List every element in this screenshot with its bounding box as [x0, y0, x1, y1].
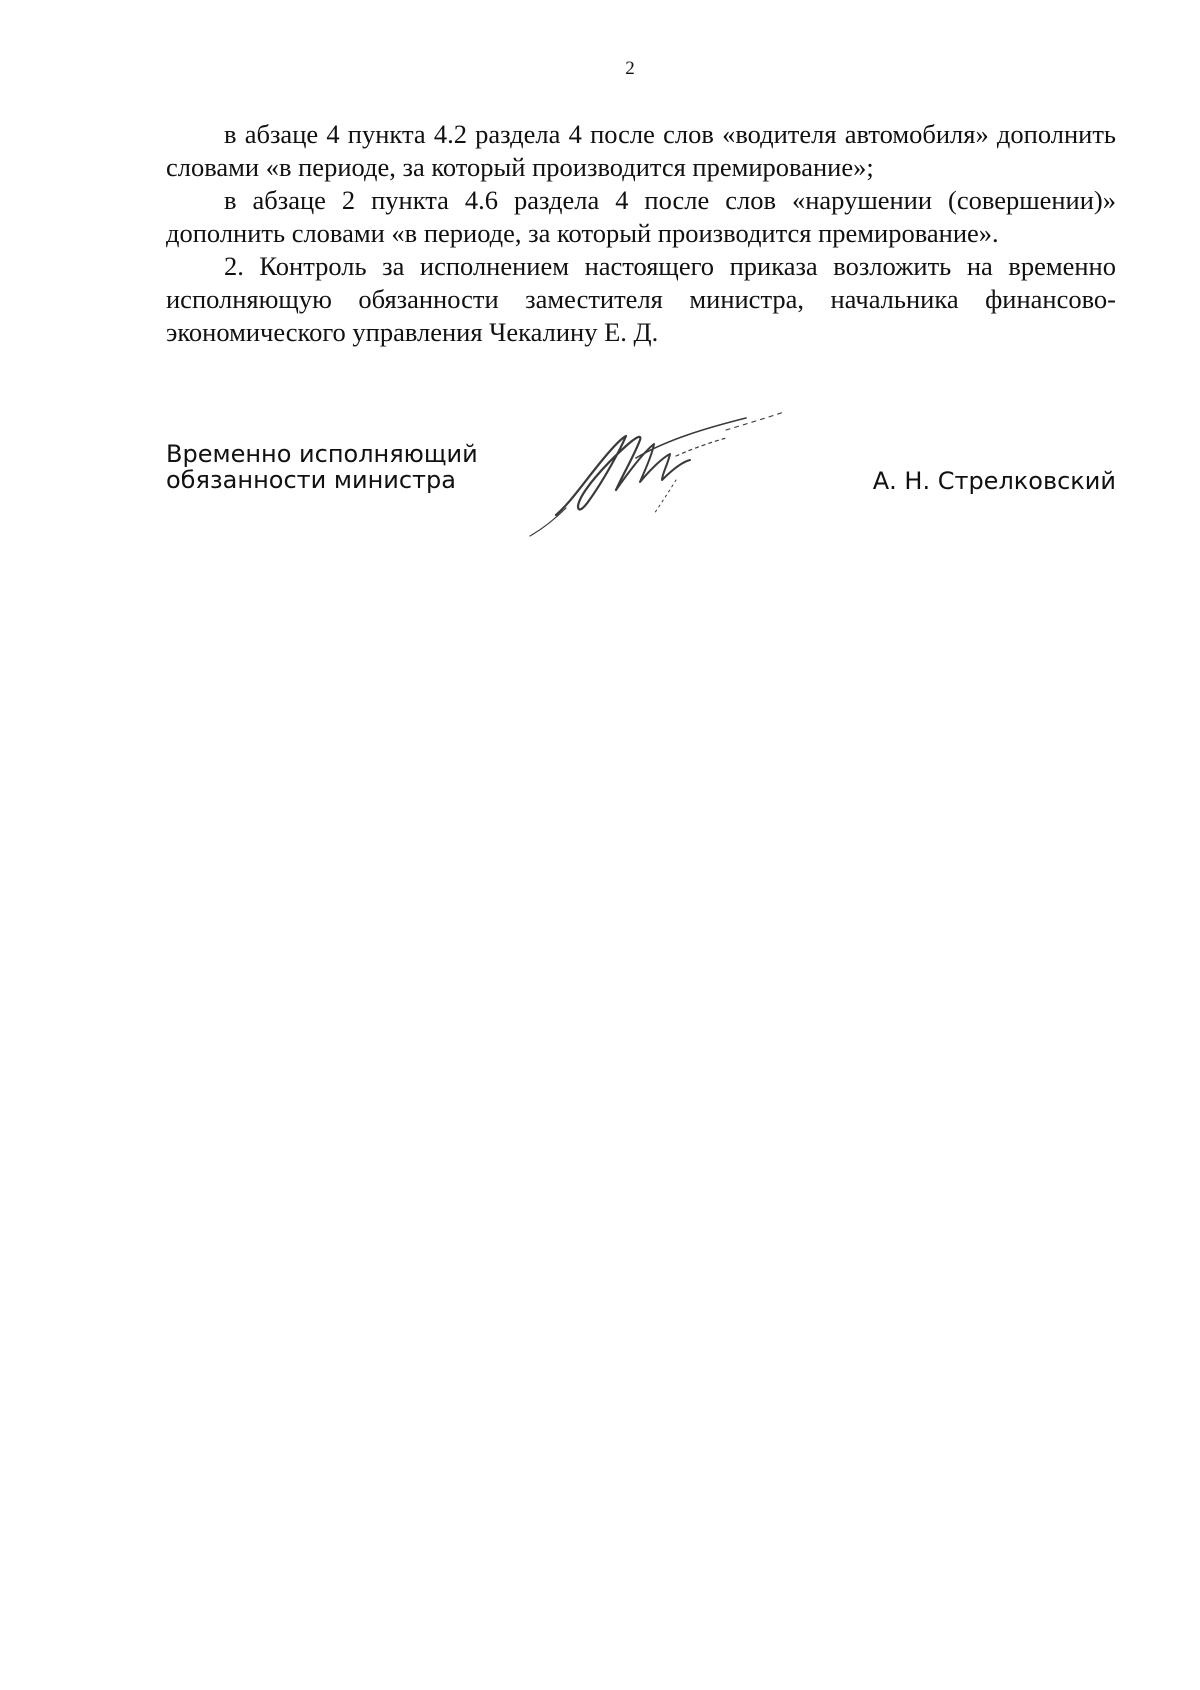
document-body	[166, 118, 1116, 349]
signatory-position	[166, 441, 478, 493]
paragraph-control-clause: 2. Контроль за исполнением настоящего приказа возложить на временно исполняющую обязанности заместителя министра, начальника финансово-экономического управления Чекалину Е. Д.	[166, 251, 1116, 347]
signatory-position-line-1: Временно исполняющий	[166, 440, 478, 468]
paragraph-amendment-4-2: в абзаце 4 пункта 4.2 раздела 4 после слов «водителя автомобиля» дополнить словами «в периоде, за который производится премирование»;	[166, 119, 1116, 182]
signatory-name: А. Н. Стрелковский	[872, 467, 1116, 495]
handwritten-signature	[526, 410, 806, 540]
signature-block	[166, 435, 1116, 555]
page-number: 2	[625, 58, 635, 79]
paragraph-amendment-4-6: в абзаце 2 пункта 4.6 раздела 4 после слов «нарушении (совершении)» дополнить словами «в периоде, за который производится премирование».	[166, 185, 1116, 248]
signatory-position-line-2: обязанности министра	[166, 466, 456, 494]
